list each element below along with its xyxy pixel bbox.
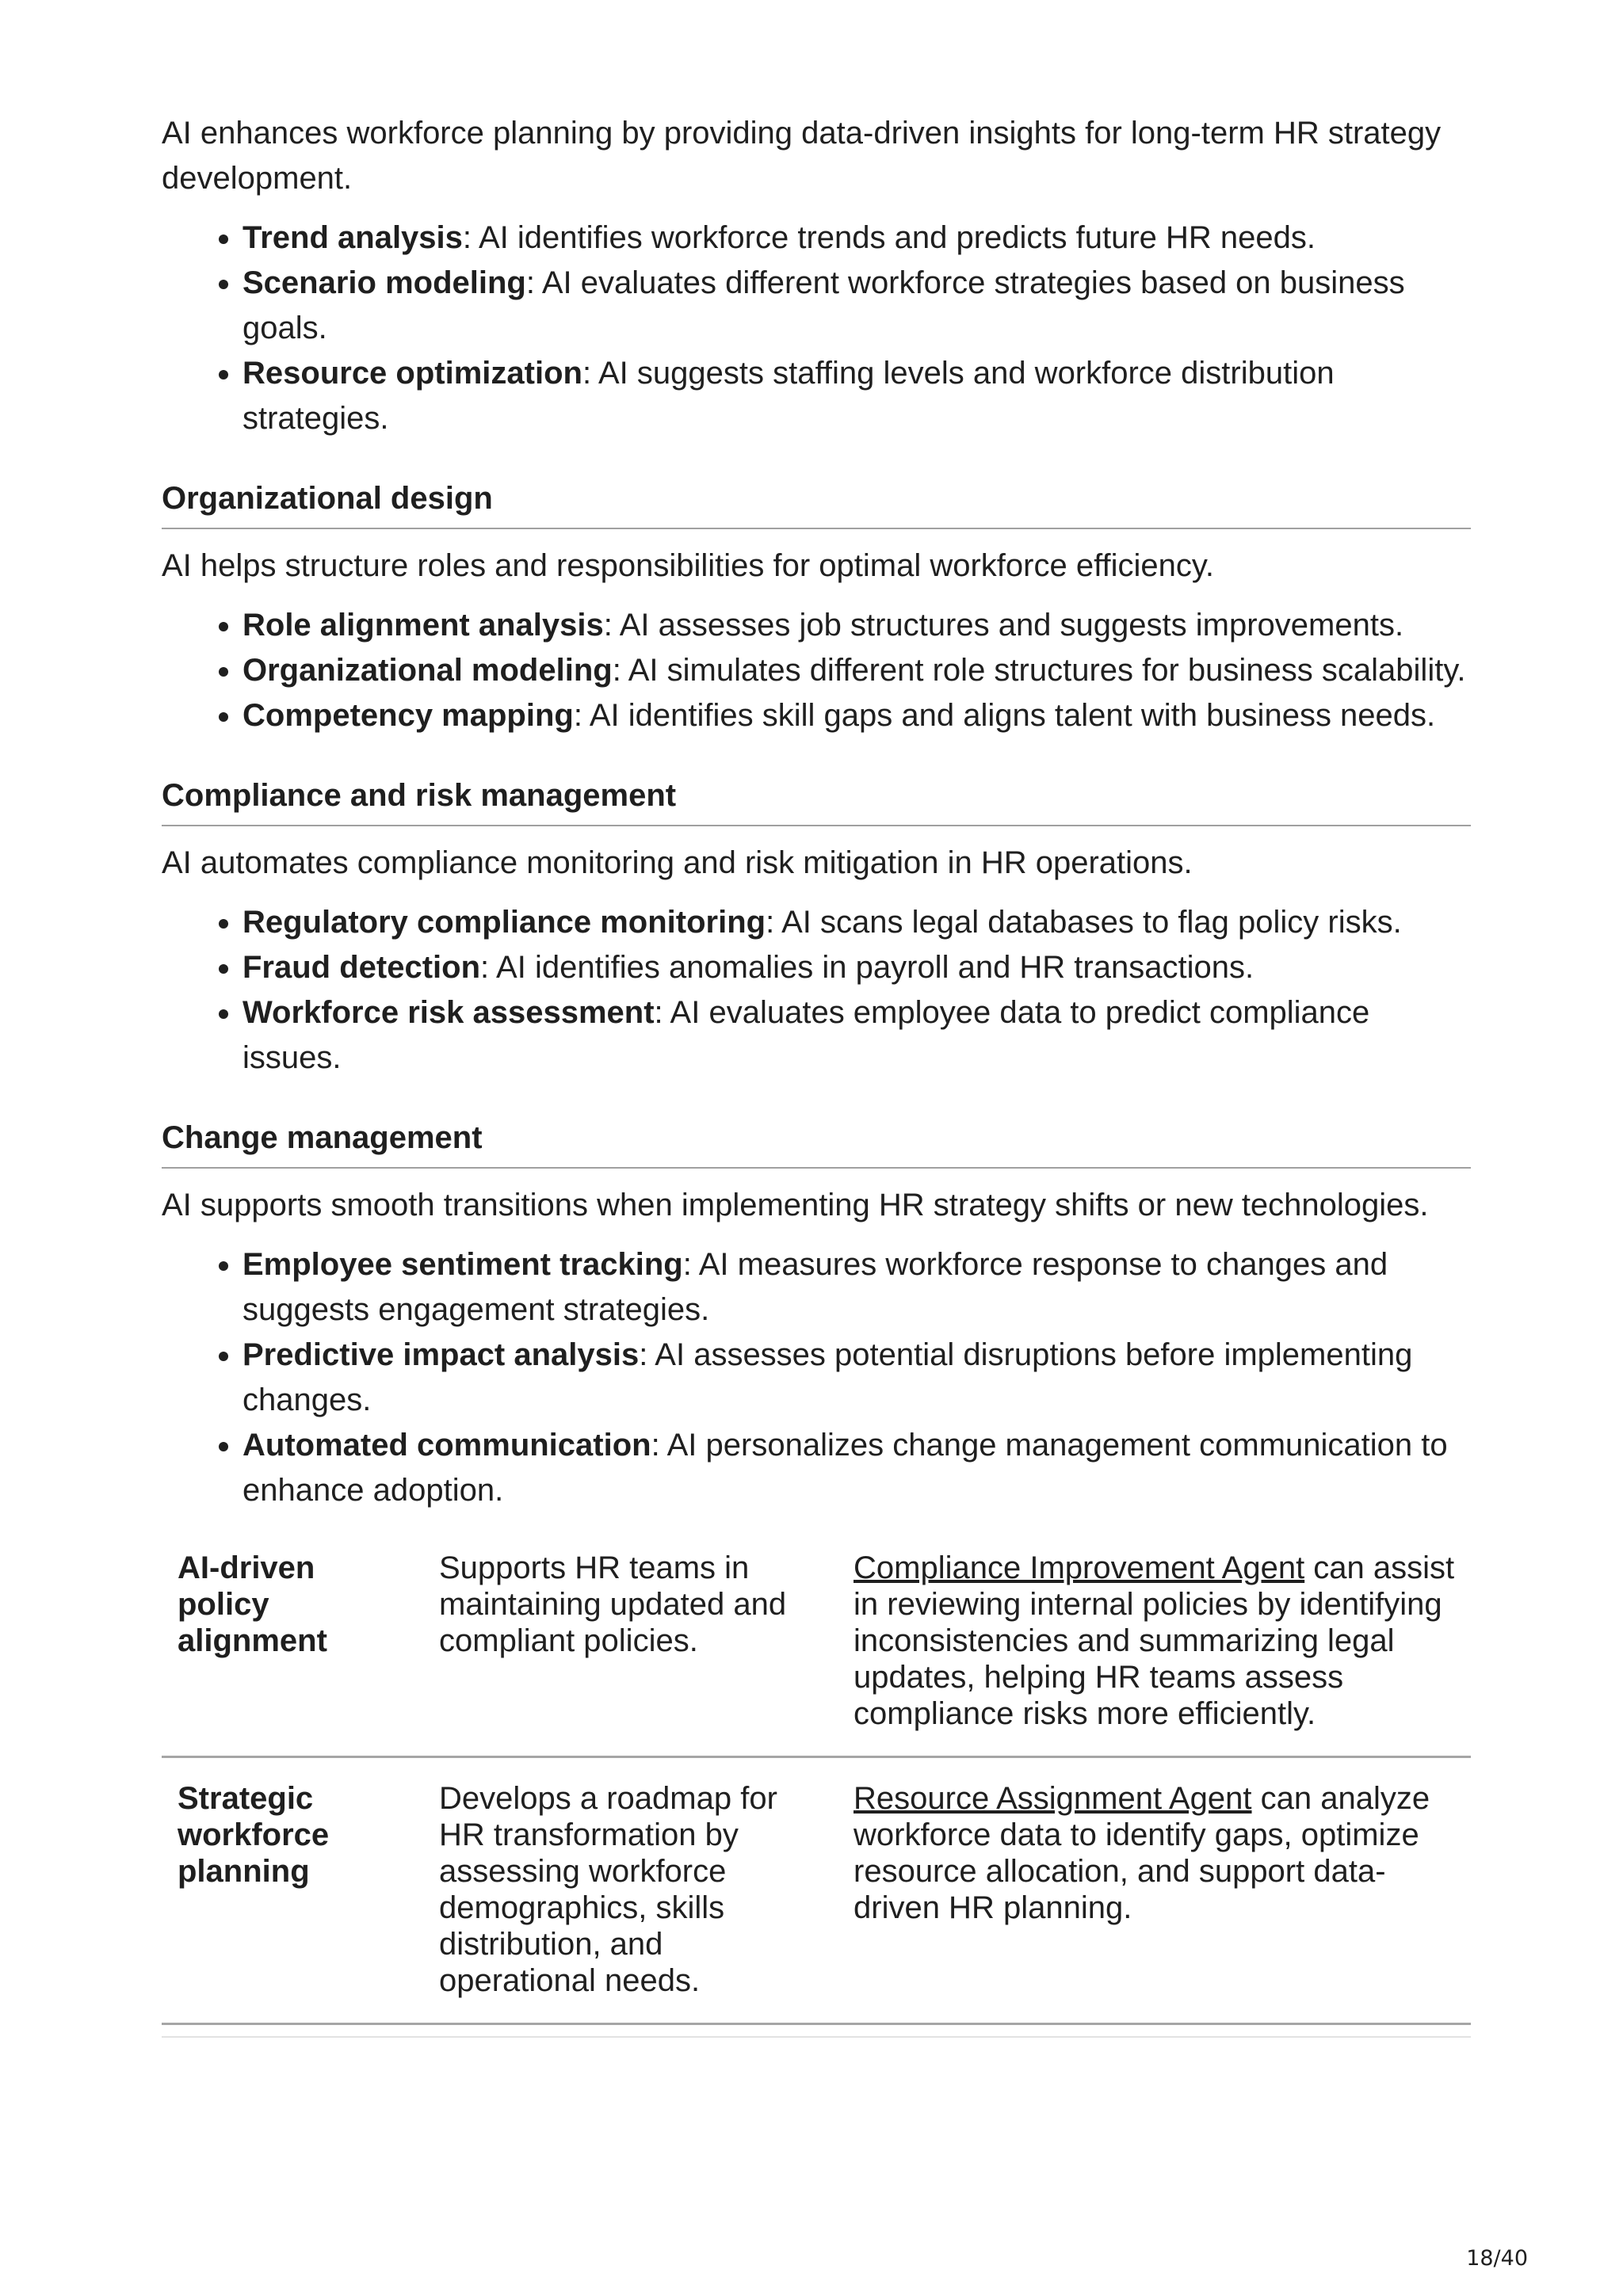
list-item xyxy=(242,215,1471,261)
bullet-description: : AI identifies skill gaps and aligns talent with business needs. xyxy=(573,698,1436,733)
document-page xyxy=(162,111,1471,2038)
capability-cell: Strategic workforce planning xyxy=(162,1757,423,2024)
list-item xyxy=(242,648,1471,693)
capability-cell: AI-driven policy alignment xyxy=(162,1527,423,1757)
list-item xyxy=(242,1423,1471,1513)
section-paragraph: AI supports smooth transitions when implementing HR strategy shifts or new technologies. xyxy=(162,1188,1429,1222)
list-item xyxy=(242,693,1471,738)
agent-description: can assist in reviewing internal policies by identifying inconsistencies and summarizing legal updates, helping HR teams assess compliance risks more efficiently. xyxy=(854,1550,1455,1731)
description-cell: Develops a roadmap for HR transformation by assessing workforce demographics, skills distribution, and operational needs. xyxy=(423,1757,838,2024)
section-bullet-list xyxy=(162,603,1471,738)
bullet-term: Employee sentiment tracking xyxy=(242,1247,683,1282)
list-item xyxy=(242,1242,1471,1333)
bullet-term: Workforce risk assessment xyxy=(242,995,655,1030)
intro-paragraph: AI enhances workforce planning by providing data-driven insights for long-term HR strategy development. xyxy=(162,116,1442,196)
section-heading-organizational-design: Organizational design xyxy=(162,476,1471,529)
intro-bullet-list xyxy=(162,215,1471,441)
agents-table xyxy=(162,1527,1471,2025)
page-number: 18/40 xyxy=(1466,2246,1528,2271)
bullet-description: : AI identifies workforce trends and predicts future HR needs. xyxy=(462,220,1316,255)
agent-cell xyxy=(838,1757,1471,2024)
bullet-term: Role alignment analysis xyxy=(242,608,604,643)
bullet-description: : AI evaluates different workforce strategies based on business goals. xyxy=(242,265,1405,345)
bullet-term: Predictive impact analysis xyxy=(242,1337,640,1372)
list-item xyxy=(242,990,1471,1081)
list-item xyxy=(242,351,1471,441)
section-paragraph: AI automates compliance monitoring and risk mitigation in HR operations. xyxy=(162,845,1193,880)
bullet-description: : AI scans legal databases to flag policy risks. xyxy=(766,905,1402,940)
bullet-description: : AI simulates different role structures for business scalability. xyxy=(612,653,1466,688)
list-item xyxy=(242,945,1471,990)
compliance-improvement-agent-link[interactable]: Compliance Improvement Agent xyxy=(854,1550,1305,1585)
bullet-description: : AI assesses potential disruptions before implementing changes. xyxy=(242,1337,1413,1417)
agent-description: can analyze workforce data to identify gaps, optimize resource allocation, and support data-driven HR planning. xyxy=(854,1781,1430,1925)
section-bullet-list xyxy=(162,900,1471,1081)
agent-cell xyxy=(838,1527,1471,1757)
table-row xyxy=(162,1527,1471,1757)
resource-assignment-agent-link[interactable]: Resource Assignment Agent xyxy=(854,1781,1252,1816)
bullet-description: : AI measures workforce response to changes and suggests engagement strategies. xyxy=(242,1247,1388,1327)
list-item xyxy=(242,1333,1471,1423)
bullet-term: Regulatory compliance monitoring xyxy=(242,905,766,940)
bullet-term: Organizational modeling xyxy=(242,653,613,688)
list-item xyxy=(242,900,1471,945)
bullet-term: Trend analysis xyxy=(242,220,463,255)
section-heading-change-management: Change management xyxy=(162,1116,1471,1169)
list-item xyxy=(242,603,1471,648)
table-row xyxy=(162,1757,1471,2024)
list-item xyxy=(242,261,1471,351)
bullet-term: Automated communication xyxy=(242,1428,651,1463)
bullet-description: : AI personalizes change management communication to enhance adoption. xyxy=(242,1428,1448,1508)
description-cell: Supports HR teams in maintaining updated and compliant policies. xyxy=(423,1527,838,1757)
divider xyxy=(162,2036,1471,2038)
bullet-description: : AI assesses job structures and suggests improvements. xyxy=(603,608,1404,643)
section-paragraph: AI helps structure roles and responsibilities for optimal workforce efficiency. xyxy=(162,548,1214,583)
bullet-term: Fraud detection xyxy=(242,950,481,985)
bullet-term: Competency mapping xyxy=(242,698,574,733)
section-bullet-list xyxy=(162,1242,1471,1513)
bullet-description: : AI evaluates employee data to predict compliance issues. xyxy=(242,995,1370,1075)
bullet-description: : AI identifies anomalies in payroll and HR transactions. xyxy=(480,950,1254,985)
bullet-term: Resource optimization xyxy=(242,356,582,391)
section-heading-compliance-risk: Compliance and risk management xyxy=(162,773,1471,826)
bullet-term: Scenario modeling xyxy=(242,265,526,300)
bullet-description: : AI suggests staffing levels and workforce distribution strategies. xyxy=(242,356,1335,436)
